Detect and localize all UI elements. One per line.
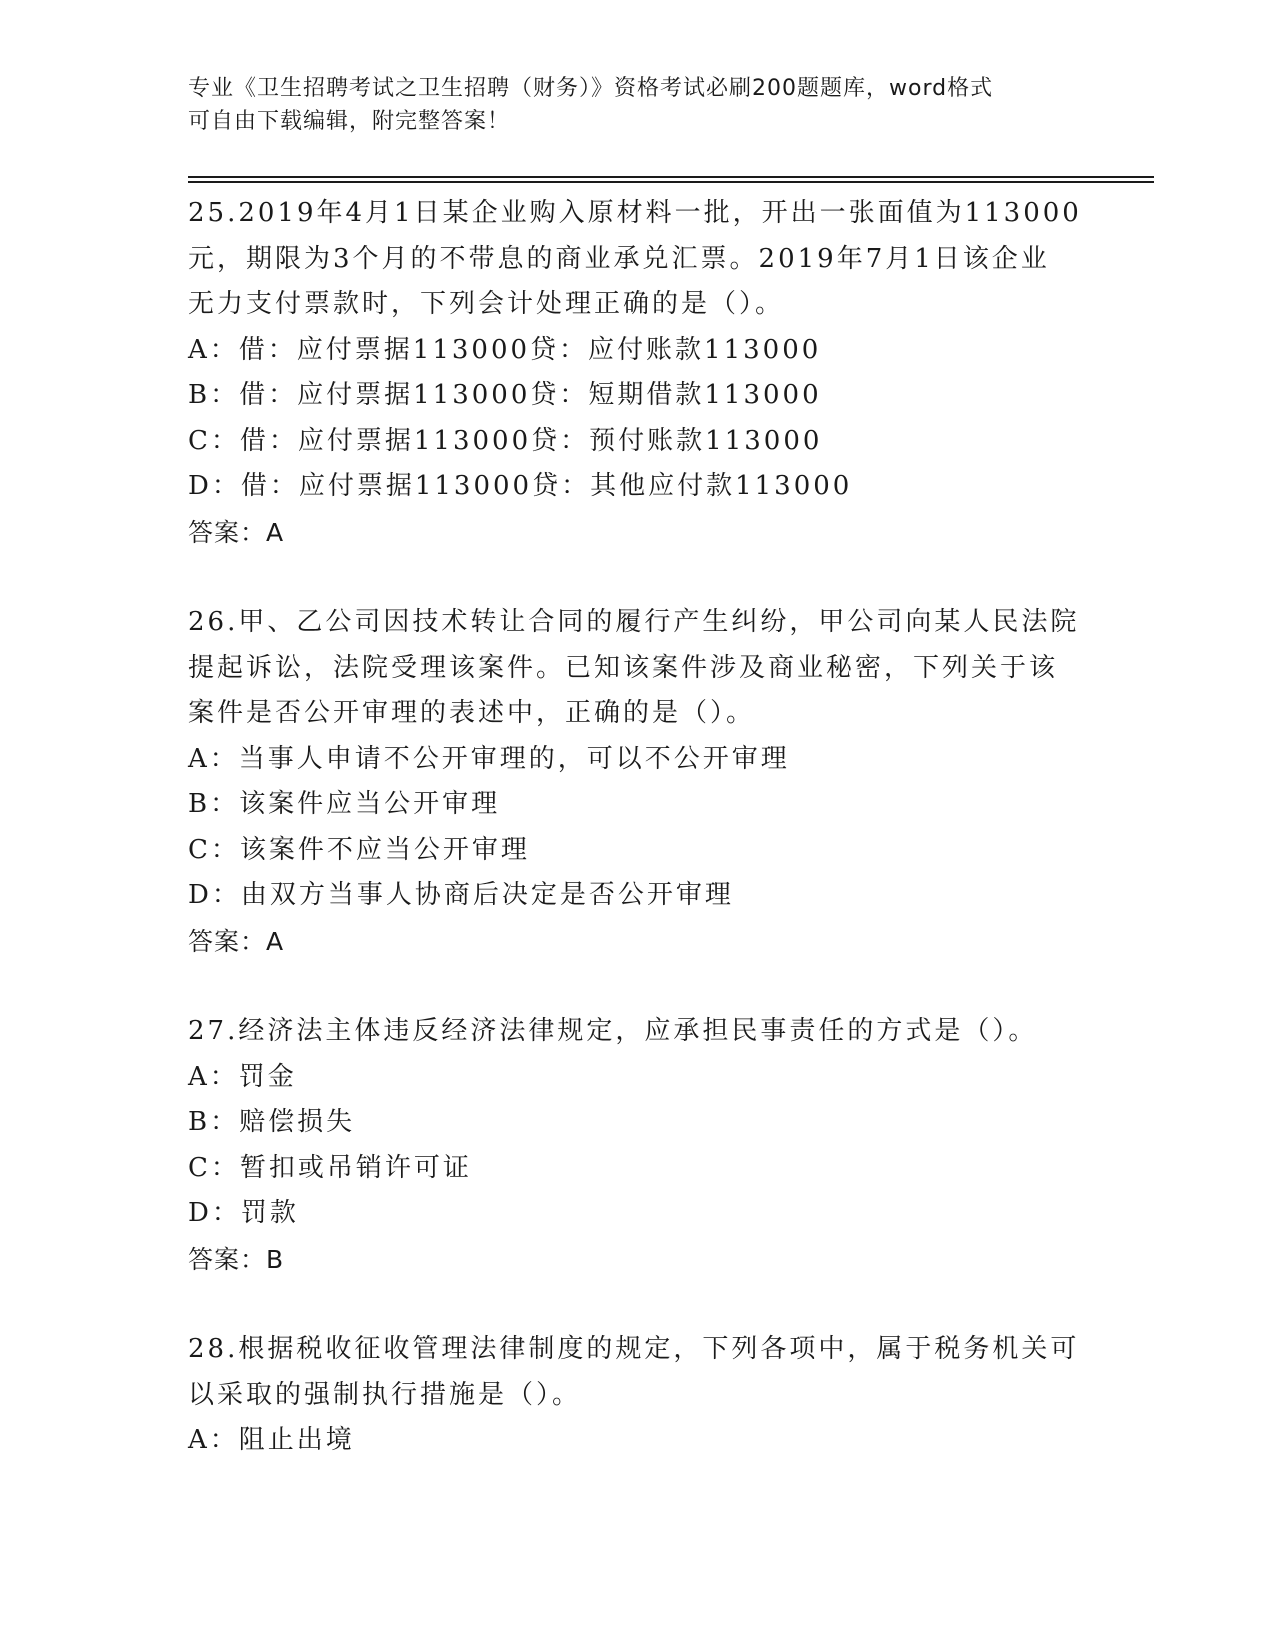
question-list [188,191,1154,1464]
question-text-line: 元，期限为3个月的不带息的商业承兑汇票。2019年7月1日该企业 [188,243,1050,274]
option-a: A：当事人申请不公开审理的，可以不公开审理 [188,743,790,774]
option-c: C：借：应付票据113000贷：预付账款113000 [188,425,823,456]
question-text-line: 提起诉讼，法院受理该案件。已知该案件涉及商业秘密，下列关于该 [188,652,1059,683]
option-b: B：借：应付票据113000贷：短期借款113000 [188,380,822,410]
question-27 [188,1009,1154,1282]
question-26 [188,600,1154,964]
option-d: D：罚款 [188,1198,299,1228]
answer-label: 答案：A [188,517,285,547]
question-25 [188,191,1154,555]
option-b: B：赔偿损失 [188,1107,356,1137]
question-text-line: 26.甲、乙公司因技术转让合同的履行产生纠纷，甲公司向某人民法院 [188,607,1080,637]
header-divider-top [188,176,1154,178]
header-divider-bottom [188,181,1154,183]
answer-label: 答案：A [188,926,285,956]
option-a: A：阻止出境 [188,1425,355,1455]
option-c: C：该案件不应当公开审理 [188,834,530,865]
question-text-line: 无力支付票款时，下列会计处理正确的是（）。 [188,289,785,319]
header-line-2: 可自由下载编辑，附完整答案！ [188,109,511,134]
option-b: B：该案件应当公开审理 [188,789,501,819]
option-d: D：由双方当事人协商后决定是否公开审理 [188,880,734,910]
option-a: A：罚金 [188,1061,297,1092]
question-spacer [188,555,1154,600]
header-line-1: 专业《卫生招聘考试之卫生招聘（财务）》资格考试必刷200题题库，word格式 [188,76,994,101]
option-a: A：借：应付票据113000贷：应付账款113000 [188,334,822,365]
document-header [188,72,1088,138]
question-text-line: 案件是否公开审理的表述中，正确的是（）。 [188,698,756,728]
question-text-line: 27.经济法主体违反经济法律规定，应承担民事责任的方式是（）。 [188,1016,1038,1046]
option-d: D：借：应付票据113000贷：其他应付款113000 [188,471,853,501]
question-text-line: 以采取的强制执行措施是（）。 [188,1379,582,1410]
question-text-line: 25.2019年4月1日某企业购入原材料一批，开出一张面值为113000 [188,198,1082,228]
question-text-line: 28.根据税收征收管理法律制度的规定，下列各项中，属于税务机关可 [188,1334,1080,1364]
question-spacer [188,964,1154,1009]
question-28 [188,1327,1154,1464]
question-spacer [188,1282,1154,1327]
answer-label: 答案：B [188,1244,285,1274]
option-c: C：暂扣或吊销许可证 [188,1152,472,1183]
